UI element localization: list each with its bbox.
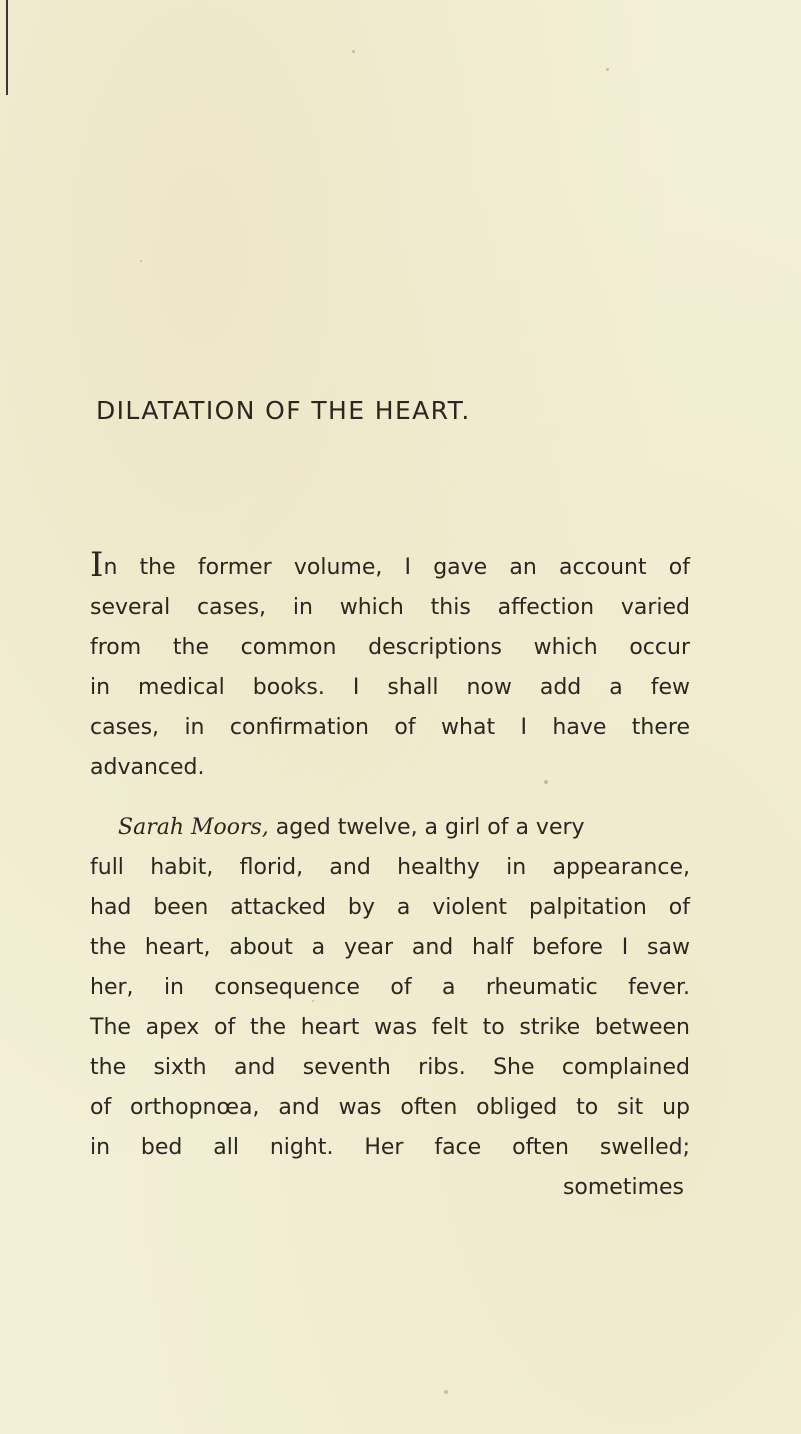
catchword: sometimes — [562, 1175, 684, 1200]
text-line-rest: n the former volume, I gave an account of — [103, 555, 690, 580]
drop-cap: I — [90, 545, 104, 585]
text-line: from the common descriptions which occur — [90, 635, 690, 660]
text-line: had been attacked by a violent palpitation of — [90, 895, 690, 920]
text-line-rest: aged twelve, a girl of a very — [268, 815, 585, 840]
text-line: her, in consequence of a rheumatic fever. — [90, 975, 690, 1000]
text-line: in bed all night. Her face often swelled; — [90, 1135, 690, 1160]
paper-speck — [352, 50, 355, 53]
text-line-last: advanced. — [90, 755, 205, 780]
text-line — [90, 545, 690, 588]
body-text — [90, 545, 690, 1208]
paper-speck — [606, 68, 609, 71]
text-line — [90, 808, 690, 848]
text-line: the sixth and seventh ribs. She complained — [90, 1055, 690, 1080]
binding-edge — [6, 0, 8, 95]
text-line: The apex of the heart was felt to strike between — [90, 1015, 690, 1040]
paper-speck — [140, 260, 142, 262]
text-line: the heart, about a year and half before I saw — [90, 935, 690, 960]
text-line: in medical books. I shall now add a few — [90, 675, 690, 700]
text-line: several cases, in which this affection varied — [90, 595, 690, 620]
chapter-title: DILATATION OF THE HEART. — [96, 396, 471, 425]
paragraph-gap — [90, 788, 690, 808]
text-line: of orthopnœa, and was often obliged to sit up — [90, 1095, 690, 1120]
patient-name: Sarah Moors, — [118, 815, 269, 840]
paper-speck — [444, 1390, 448, 1394]
text-line: cases, in confirmation of what I have there — [90, 715, 690, 740]
text-line: full habit, florid, and healthy in appearance, — [90, 855, 690, 880]
